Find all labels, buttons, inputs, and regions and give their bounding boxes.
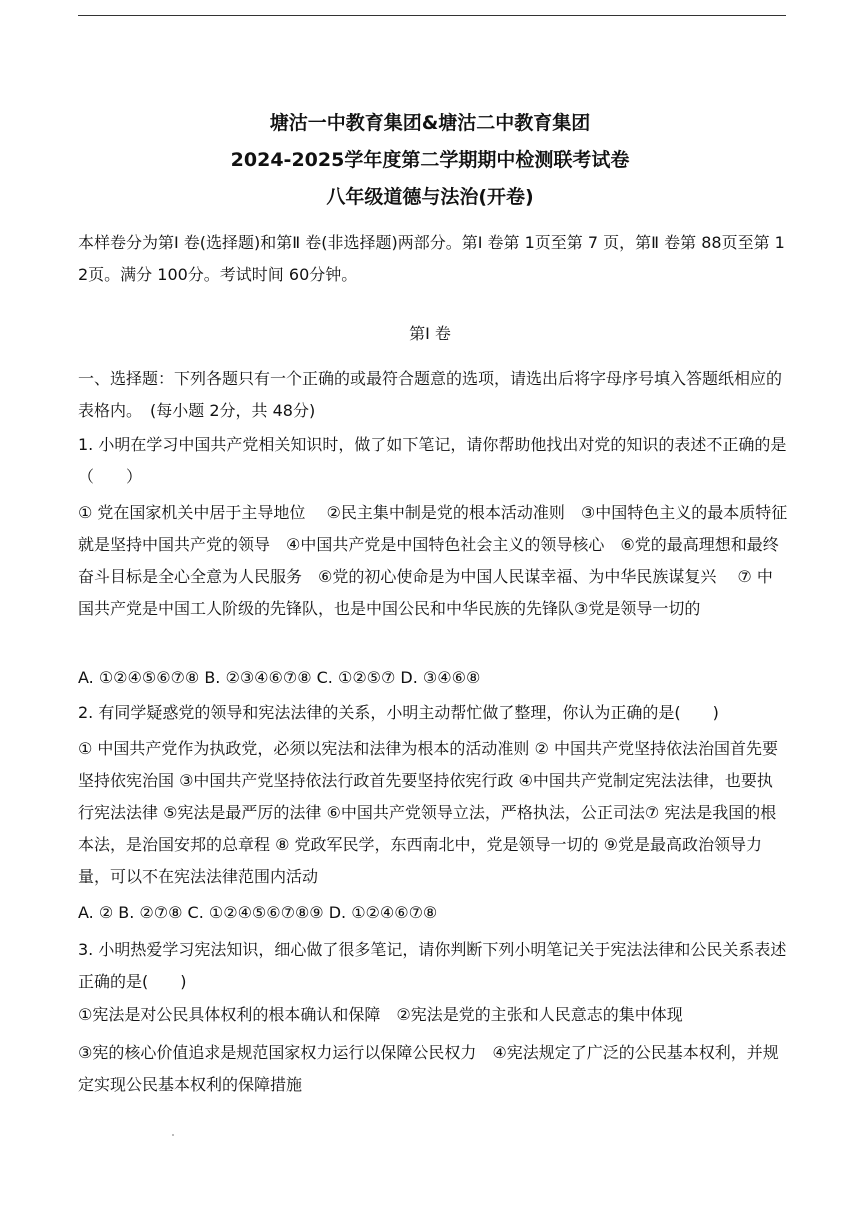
- school-title: 塘沽一中教育集团&塘沽二中教育集团: [269, 112, 591, 134]
- question-2-statements: ① 中国共产党作为执政党，必须以宪法和法律为根本的活动准则 ② 中国共产党坚持依法治国首先要坚持依宪治国 ③中国共产党坚持依法行政首先要坚持依宪行政 ④中国共产党制定宪法法律，也要执行宪法法律 ⑤宪法是最严厉的法律 ⑥中国共产党领导立法，严格执法，公正司法⑦ 宪法是我国的根本法，是治国安邦的总章程 ⑧ 党政军民学，东西南北中，党是领导一切的 ⑨党是最高政治领导力量，可以不在宪法法律范围内活动: [78, 739, 778, 886]
- exam-title: 2024-2025学年度第二学期期中检测联考试卷: [230, 149, 630, 171]
- question-3-statement-line-2: ③宪的核心价值追求是规范国家权力运行以保障公民权力 ④宪法规定了广泛的公民基本权利，并规定实现公民基本权利的保障措施: [78, 1043, 779, 1094]
- question-1-options: A. ①②④⑤⑥⑦⑧ B. ②③④⑥⑦⑧ C. ①②⑤⑦ D. ③④⑥⑧: [78, 668, 481, 687]
- subject-title: 八年级道德与法治(开卷): [326, 186, 534, 208]
- question-3-statement-line-1: ①宪法是对公民具体权利的根本确认和保障 ②宪法是党的主张和人民意志的集中体现: [78, 1005, 683, 1024]
- question-1-statements: ① 党在国家机关中居于主导地位 ②民主集中制是党的根本活动准则 ③中国特色主义的最本质特征就是坚持中国共产党的领导 ④中国共产党是中国特色社会主义的领导核心 ⑥党的最高理想和最终奋斗目标是全心全意为人民服务 ⑥党的初心使命是为中国人民谋幸福、为中华民族谋复兴 ⑦ 中国共产党是中国工人阶级的先锋队，也是中国公民和中华民族的先锋队③党是领导一切的: [78, 503, 788, 618]
- section-instructions: 一、选择题：下列各题只有一个正确的或最符合题意的选项，请选出后将字母序号填入答题纸相应的表格内。 (每小题 2分，共 48分): [78, 369, 783, 420]
- top-rule: [78, 15, 786, 16]
- question-1-stem: 1. 小明在学习中国共产党相关知识时，做了如下笔记，请你帮助他找出对党的知识的表述不正确的是（ ）: [78, 435, 787, 486]
- exam-intro: 本样卷分为第Ⅰ 卷(选择题)和第Ⅱ 卷(非选择题)两部分。第Ⅰ 卷第 1页至第 7 页，第Ⅱ 卷第 88页至第 12页。满分 100分。考试时间 60分钟。: [78, 233, 785, 284]
- scan-speck: [172, 1134, 174, 1136]
- question-3-stem: 3. 小明热爱学习宪法知识，细心做了很多笔记，请你判断下列小明笔记关于宪法法律和公民关系表述正确的是( ): [78, 940, 787, 991]
- question-2-stem: 2. 有同学疑惑党的领导和宪法法律的关系，小明主动帮忙做了整理，你认为正确的是( ): [78, 703, 719, 722]
- question-2-options: A. ② B. ②⑦⑧ C. ①②④⑤⑥⑦⑧⑨ D. ①②④⑥⑦⑧: [78, 903, 438, 922]
- volume-title: 第Ⅰ 卷: [409, 324, 451, 343]
